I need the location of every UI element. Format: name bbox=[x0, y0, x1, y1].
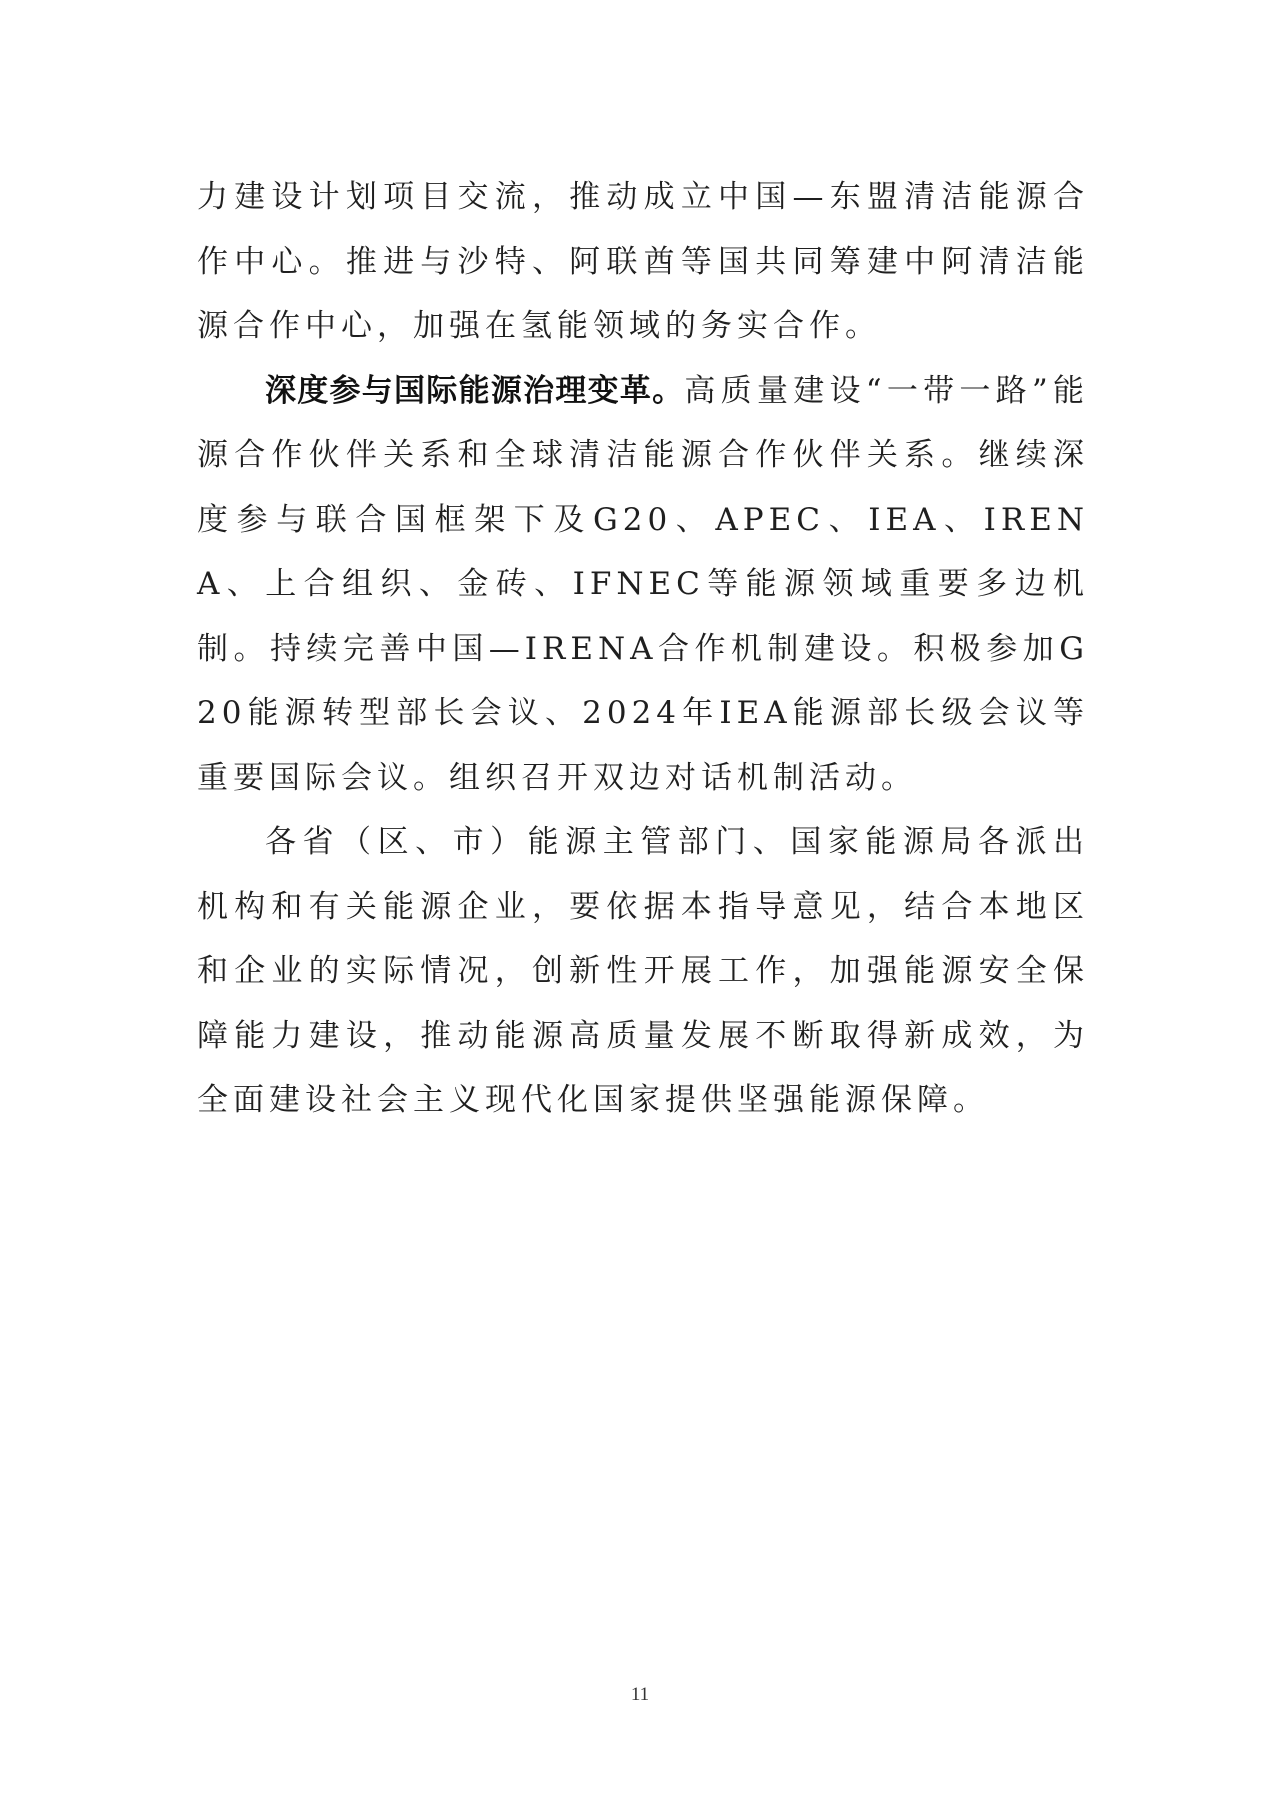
paragraph-energy-governance bbox=[197, 359, 1089, 811]
document-body bbox=[197, 165, 1089, 1133]
paragraph-heading: 深度参与国际能源治理变革。 bbox=[265, 372, 685, 409]
paragraph-closing bbox=[197, 810, 1089, 1133]
paragraph-continuation bbox=[197, 165, 1089, 359]
paragraph-text: 各省（区、市）能源主管部门、国家能源局各派出机构和有关能源企业，要依据本指导意见，结合本地区和企业的实际情况，创新性开展工作，加强能源安全保障能力建设，推动能源高质量发展不断取得新成效，为全面建设社会主义现代化国家提供坚强能源保障。 bbox=[197, 824, 1089, 1118]
page-number: 11 bbox=[630, 1684, 650, 1705]
paragraph-text: 力建设计划项目交流，推动成立中国—东盟清洁能源合作中心。推进与沙特、阿联酋等国共同筹建中阿清洁能源合作中心，加强在氢能领域的务实合作。 bbox=[197, 179, 1089, 344]
paragraph-text: 高质量建设“一带一路”能源合作伙伴关系和全球清洁能源合作伙伴关系。继续深度参与联合国框架下及G20、APEC、IEA、IRENA、上合组织、金砖、IFNEC等能源领域重要多边机制。持续完善中国—IRENA合作机制建设。积极参加G20能源转型部长会议、2024年IEA能源部长级会议等重要国际会议。组织召开双边对话机制活动。 bbox=[197, 372, 1090, 796]
